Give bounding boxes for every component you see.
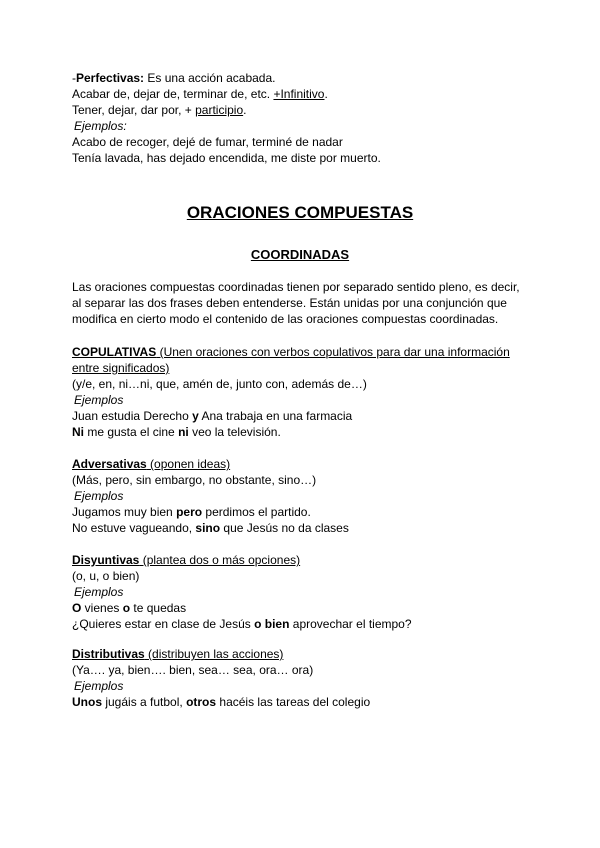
distributivas-heading [72,646,283,662]
copulativas-desc-1: (Unen oraciones con verbos copulativos para dar una información [156,345,510,359]
copulativas-example-1 [72,408,352,424]
distributivas-ex1-conj-2: otros [186,695,217,709]
perfectivas-example-1: Acabo de recoger, dejé de fumar, terminé de nadar [72,135,343,149]
distributivas-label: Distributivas [72,647,145,661]
perfectivas-desc: Es una acción acabada. [144,71,276,85]
copulativas-ex2-conj-1: Ni [72,425,84,439]
copulativas-ex2-conj-2: ni [178,425,189,439]
adversativas-ex2-conj: sino [195,521,221,535]
disyuntivas-desc: (plantea dos o más opciones) [139,553,301,567]
copulativas-conjunctions: (y/e, en, ni…ni, que, amén de, junto con, además de…) [72,377,367,391]
adversativas-desc: (oponen ideas) [146,457,231,471]
perfectivas-l3-end: . [243,103,247,117]
disyuntivas-ex1-d: te quedas [130,601,187,615]
infinitivo-term: +Infinitivo [273,87,325,101]
distributivas-example-1 [72,694,370,710]
intro-line-2: al separar las dos frases deben entenderse. Están unidas por una conjunción que [72,296,507,310]
copulativas-heading [72,344,510,360]
distributivas-desc: (distribuyen las acciones) [144,647,284,661]
perfectivas-l2-text: Acabar de, dejar de, terminar de, etc. [72,87,274,101]
adversativas-conjunctions: (Más, pero, sin embargo, no obstante, sino…) [72,473,317,487]
page-title: ORACIONES COMPUESTAS [186,203,414,222]
adversativas-ejemplos-label: Ejemplos [74,489,124,503]
disyuntivas-ex2-a: ¿Quieres estar en clase de Jesús [72,617,255,631]
disyuntivas-ex2-c: aprovechar el tiempo? [289,617,412,631]
perfectivas-infinitivo-line [72,86,328,102]
perfectivas-dash: - [72,71,76,85]
distributivas-ex1-conj-1: Unos [72,695,102,709]
perfectivas-example-2: Tenía lavada, has dejado encendida, me diste por muerto. [72,151,381,165]
distributivas-conjunctions: (Ya…. ya, bien…. bien, sea… sea, ora… ora) [72,663,314,677]
copulativas-ex1-c: Ana trabaja en una farmacia [198,409,353,423]
disyuntivas-conjunctions: (o, u, o bien) [72,569,140,583]
adversativas-example-1 [72,504,311,520]
distributivas-ejemplos-label: Ejemplos [74,679,124,693]
copulativas-ejemplos-label: Ejemplos [74,393,124,407]
disyuntivas-example-1 [72,600,186,616]
adversativas-ex1-a: Jugamos muy bien [72,505,177,519]
disyuntivas-ejemplos-label: Ejemplos [74,585,124,599]
adversativas-ex1-c: perdimos el partido. [202,505,311,519]
perfectivas-l2-end: . [324,87,328,101]
participio-term: participio [195,103,244,117]
disyuntivas-ex2-conj: o bien [254,617,290,631]
disyuntivas-label: Disyuntivas [72,553,140,567]
perfectivas-heading-line [72,70,275,86]
copulativas-label: COPULATIVAS [72,345,157,359]
distributivas-ex1-d: hacéis las tareas del colegio [216,695,371,709]
disyuntivas-example-2 [72,616,412,632]
disyuntivas-heading [72,552,300,568]
disyuntivas-ex1-conj-1: O [72,601,82,615]
intro-line-1: Las oraciones compuestas coordinadas tienen por separado sentido pleno, es decir, [72,280,520,294]
perfectivas-l3-text: Tener, dejar, dar por, + [72,103,196,117]
adversativas-label: Adversativas [72,457,147,471]
copulativas-example-2 [72,424,281,440]
section-subtitle: COORDINADAS [250,247,350,262]
adversativas-ex2-c: que Jesús no da clases [220,521,349,535]
intro-line-3: modifica en cierto modo el contenido de las oraciones compuestas coordinadas. [72,312,499,326]
disyuntivas-ex1-conj-2: o [122,601,131,615]
adversativas-example-2 [72,520,349,536]
adversativas-ex1-conj: pero [176,505,203,519]
disyuntivas-ex1-b: vienes [81,601,123,615]
distributivas-ex1-b: jugáis a futbol, [102,695,187,709]
adversativas-ex2-a: No estuve vagueando, [72,521,196,535]
copulativas-ex1-a: Juan estudia Derecho [72,409,193,423]
copulativas-ex2-b: me gusta el cine [84,425,179,439]
perfectivas-ejemplos-label: Ejemplos: [74,119,127,133]
copulativas-ex2-d: veo la televisión. [188,425,281,439]
perfectivas-participio-line [72,102,246,118]
copulativas-desc-2: entre significados) [72,361,170,375]
copulativas-ex1-conj: y [192,409,199,423]
adversativas-heading [72,456,230,472]
perfectivas-label: Perfectivas: [76,71,145,85]
